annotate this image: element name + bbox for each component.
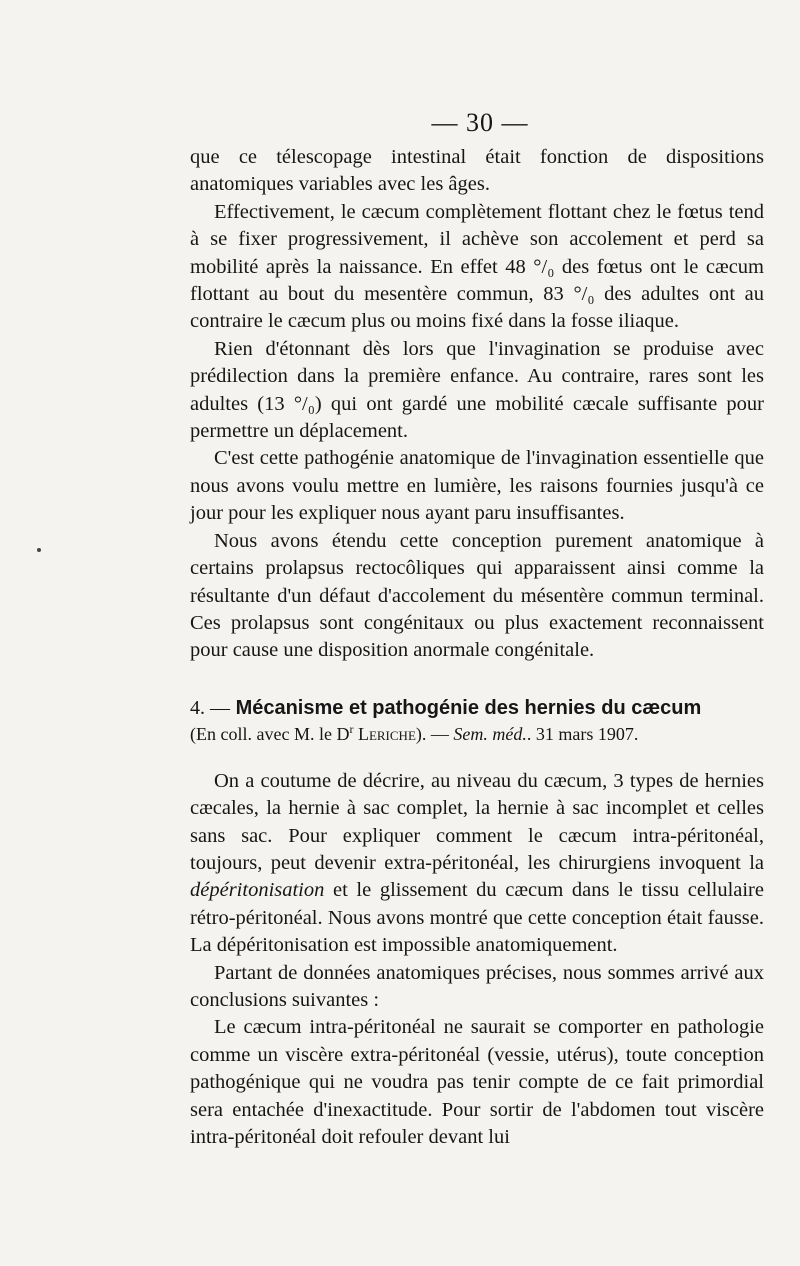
citation-date: . 31 mars 1907.: [526, 723, 639, 744]
paragraph-4: C'est cette pathogénie anatomique de l'invagination essentielle que nous avons voulu mettre en lumière, les raisons fournies jusqu'à ce jour pour les expliquer nous ayant paru insuffisantes.: [190, 447, 764, 525]
section-heading: [190, 695, 764, 722]
citation-author: Leriche: [357, 723, 416, 744]
citation-sup: r: [349, 721, 354, 736]
paragraph-6-end: et le glissement du cæcum dans le tissu cellulaire rétro-péritonéal. Nous avons montré que cette conception était fausse. La dépéritonisation est impossible anatomiquement.: [190, 879, 764, 957]
paragraph-6: [190, 768, 764, 960]
body-text: [190, 144, 764, 1151]
section-citation: [190, 722, 764, 746]
page-number: — 30 —: [431, 108, 529, 137]
citation-prefix: (En coll. avec M. le D: [190, 723, 350, 744]
section-number: 4. —: [190, 696, 230, 719]
citation-mid: ). —: [415, 723, 449, 744]
paragraph-6-text: On a coutume de décrire, au niveau du cæcum, 3 types de hernies cæcales, la hernie à sac complet, la hernie à sac incomplet et celles sans sac. Pour expliquer comment le cæcum intra-péritonéal, toujours, peut devenir extra-péritonéal, les chirurgiens invoquent la: [190, 769, 764, 874]
paragraph-7: Partant de données anatomiques précises, nous sommes arrivé aux conclusions suivantes :: [190, 961, 764, 1011]
margin-mark: [37, 548, 41, 552]
paragraph-6-italic: dépéritonisation: [190, 879, 325, 902]
paragraph-1: que ce télescopage intestinal était fonction de dispositions anatomiques variables avec les âges.: [190, 146, 764, 196]
paragraph-5: Nous avons étendu cette conception purement anatomique à certains prolapsus rectocôliques qui apparaissent ainsi comme la résultante d'un défaut d'accolement du mésentère commun terminal. Ces prolapsus sont congénitaux ou plus exactement reconnaissent pour cause une disposition anormale congénitale.: [190, 529, 764, 662]
paragraph-8: Le cæcum intra-péritonéal ne saurait se comporter en pathologie comme un viscère extra-péritonéal (vessie, utérus), toute conception pathogénique qui ne voudra pas tenir compte de ce fait primordial sera entachée d'inexactitude. Pour sortir de l'abdomen tout viscère intra-péritonéal doit refouler devant lui: [190, 1016, 764, 1148]
paragraph-2: Effectivement, le cæcum complètement flottant chez le fœtus tend à se fixer progressivement, il achève son accolement et perd sa mobilité après la naissance. En effet 48 °/₀ des fœtus ont le cæcum flottant au bout du mesentère commun, 83 °/₀ des adultes ont au contraire le cæcum plus ou moins fixé dans la fosse iliaque.: [190, 200, 764, 333]
paragraph-3: Rien d'étonnant dès lors que l'invagination se produise avec prédilection dans la première enfance. Au contraire, rares sont les adultes (13 °/₀) qui ont gardé une mobilité cæcale suffisante pour permettre un déplacement.: [190, 337, 764, 443]
citation-journal: Sem. méd.: [453, 723, 527, 744]
section-title: Mécanisme et pathogénie des hernies du cæcum: [235, 696, 702, 719]
